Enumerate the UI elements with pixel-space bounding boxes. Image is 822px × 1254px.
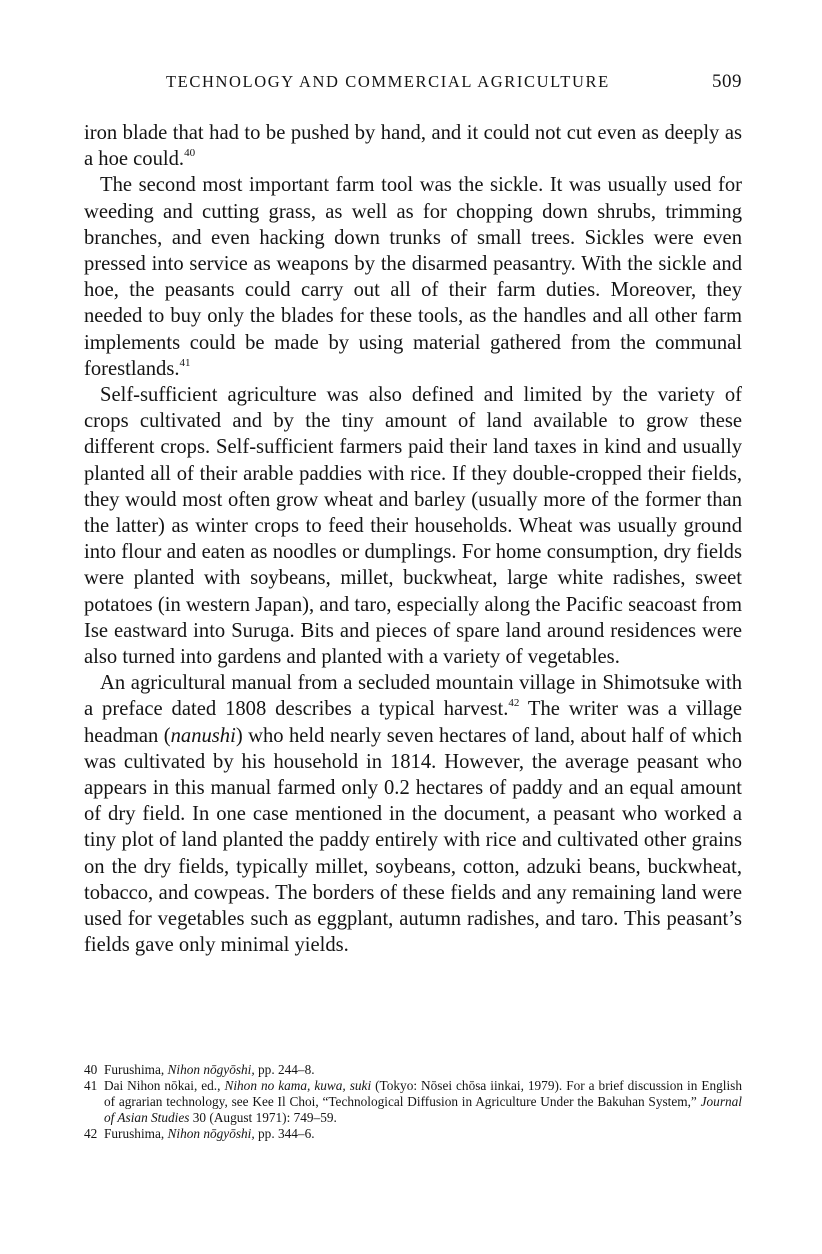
footnote-text	[104, 1062, 742, 1078]
running-head	[80, 72, 742, 102]
footnote-title: Nihon nōgyōshi,	[167, 1126, 255, 1141]
footnote-ref-42: 42	[508, 697, 520, 710]
paragraph-text: The second most important farm tool was the sickle. It was usually used for weeding and cutting grass, as well as for chopping down shrubs, trimming branches, and even hacking down trunks of small trees. Sickles were even pressed into service as weapons by the disarmed peasantry. With the sickle and hoe, the peasants could carry out all of their farm duties. Moreover, they needed to buy only the blades for these tools, as the handles and all other farm implements could be made by using material gathered from the communal forestlands.	[84, 174, 742, 380]
paragraph	[84, 670, 742, 958]
footnote-author: Dai Nihon nōkai, ed.,	[104, 1078, 225, 1093]
footnote-title: Nihon no kama, kuwa, suki	[224, 1078, 372, 1093]
paragraph-text: An agricultural manual from a secluded mountain village in Shimotsuke with a preface dated 1808 describes a typical harvest.	[84, 672, 742, 721]
paragraph	[84, 120, 742, 172]
footnote-41	[84, 1078, 742, 1126]
footnote-pages: pp. 244–8.	[254, 1062, 315, 1077]
paragraph	[84, 382, 742, 670]
paragraph-text: ) who held nearly seven hectares of land, about half of which was cultivated by his household in 1814. However, the average peasant who appears in this manual farmed only 0.2 hectares of paddy and an equal amount of dry field. In one case mentioned in the document, a peasant who worked a tiny plot of land planted the paddy entirely with rice and cultivated other grains on the dry fields, typically millet, soybeans, cotton, adzuki beans, buckwheat, tobacco, and cowpeas. The borders of these fields and any remaining land were used for vegetables such as eggplant, autumn radishes, and taro. This peasant’s fields gave only minimal yields.	[84, 724, 742, 957]
footnote-title: Nihon nōgyōshi,	[167, 1062, 255, 1077]
paragraph-text: The writer was a village headman (	[84, 698, 743, 747]
footnote-40	[84, 1062, 742, 1078]
footnote-text	[104, 1078, 742, 1126]
footnote-number: 42	[84, 1126, 98, 1141]
footnote-author: Furushima,	[104, 1062, 168, 1077]
footnotes	[84, 1062, 742, 1142]
footnote-journal: Journal of Asian Studies	[104, 1094, 742, 1125]
footnote-text	[104, 1126, 742, 1142]
running-title: TECHNOLOGY AND COMMERCIAL AGRICULTURE	[166, 72, 610, 91]
footnote-author: Furushima,	[104, 1126, 168, 1141]
footnote-ref-41: 41	[179, 356, 191, 369]
footnote-number: 40	[84, 1062, 98, 1077]
footnote-pages: 30 (August 1971): 749–59.	[189, 1110, 337, 1125]
paragraph-text: Self-sufficient agriculture was also defined and limited by the variety of crops cultivated and by the tiny amount of land available to grow these different crops. Self-sufficient farmers paid their land taxes in kind and usually planted all of their arable paddies with rice. If they double-cropped their fields, they would most often grow wheat and barley (usually more of the former than the latter) as winter crops to feed their households. Wheat was usually ground into flour and eaten as noodles or dumplings. For home consumption, dry fields were planted with soybeans, millet, buckwheat, large white radishes, sweet potatoes (in western Japan), and taro, especially along the Pacific seacoast from Ise eastward into Suruga. Bits and pieces of spare land around residences were also turned into gardens and planted with a variety of vegetables.	[84, 384, 742, 669]
footnote-42	[84, 1126, 742, 1142]
paragraph	[84, 172, 742, 382]
paragraph-text: iron blade that had to be pushed by hand, and it could not cut even as deeply as a hoe could.	[84, 122, 742, 171]
body-text	[84, 120, 742, 959]
footnote-number: 41	[84, 1078, 98, 1093]
italic-term: nanushi	[170, 724, 236, 747]
footnote-pages: pp. 344–6.	[254, 1126, 315, 1141]
footnote-ref-40: 40	[184, 147, 196, 160]
footnote-body: (Tokyo: Nōsei chōsa iinkai, 1979). For a brief discussion in English of agrarian technology, see Kee Il Choi, “Technological Diffusion in Agriculture Under the Bakuhan System,”	[104, 1078, 742, 1109]
page-number: 509	[712, 71, 742, 92]
